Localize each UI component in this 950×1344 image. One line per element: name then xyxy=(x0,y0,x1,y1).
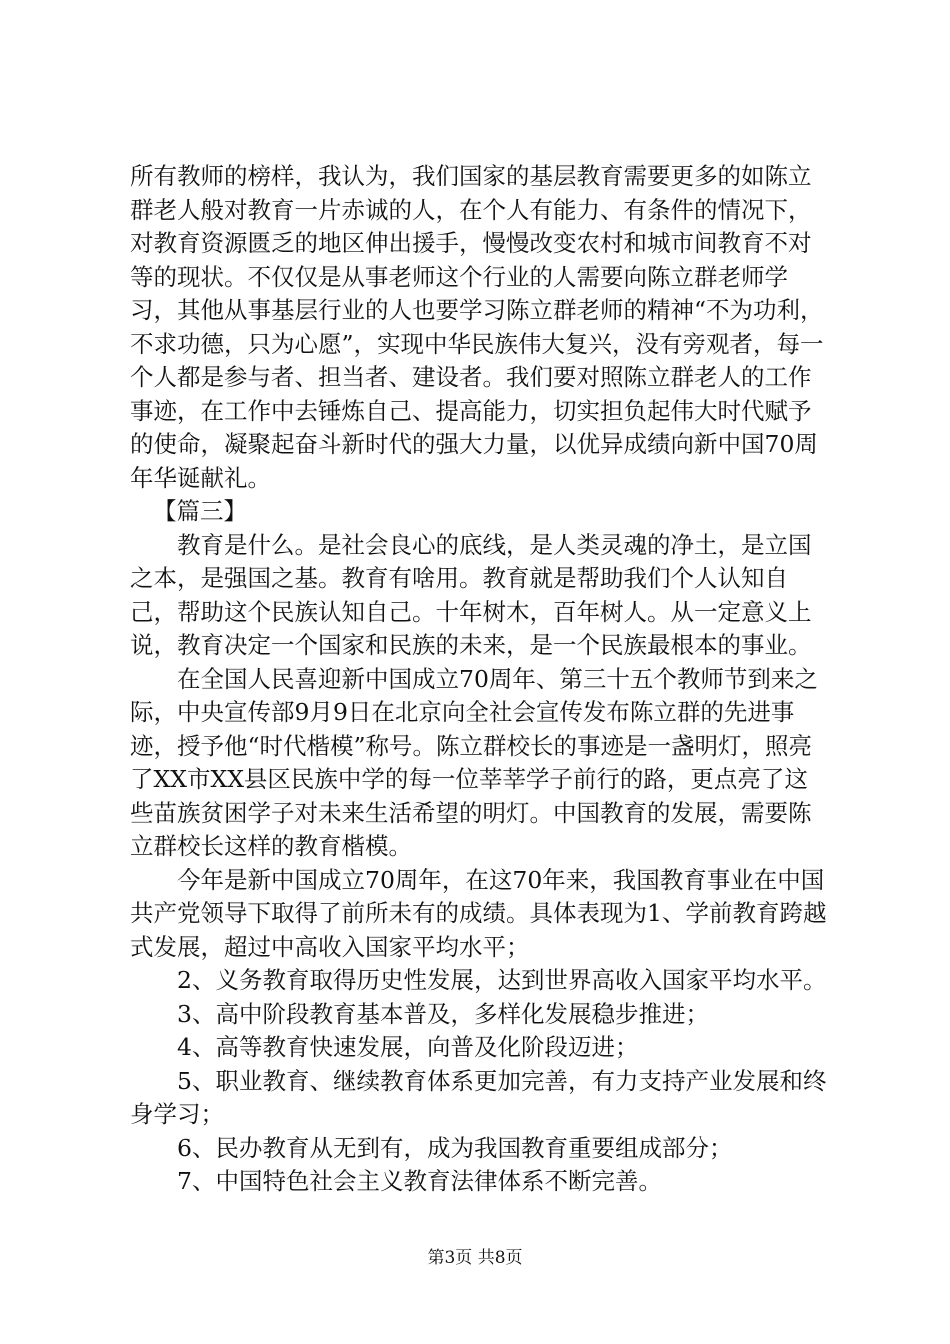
list-item-private-education: 6、民办教育从无到有，成为我国教育重要组成部分； xyxy=(177,1133,733,1162)
list-item-high-school-education: 3、高中阶段教育基本普及，多样化发展稳步推进； xyxy=(177,999,709,1028)
list-item-vocational-education: 5、职业教育、继续教育体系更加完善，有力支持产业发展和终身学习； xyxy=(130,1066,827,1128)
list-item-education-law: 7、中国特色社会主义教育法律体系不断完善。 xyxy=(177,1167,662,1195)
paragraph-70-years-achievements: 今年是新中国成立70周年，在这70年来，我国教育事业在中国共产党领导下取得了前所未有的成绩。具体表现为1、学前教育跨越式发展，超过中高收入国家平均水平； xyxy=(130,865,827,961)
section-heading-part-three: 【篇三】 xyxy=(153,497,247,525)
paragraph-role-model-announcement: 在全国人民喜迎新中国成立70周年、第三十五个教师节到来之际，中央宣传部9月9日在北京向全社会宣传发布陈立群的先进事迹，授予他“时代楷模”称号。陈立群校长的事迹是一盏明灯，照亮了XX市XX县区民族中学的每一位莘莘学子前行的路，更点亮了这些苗族贫困学子对未来生活希望的明灯。中国教育的发展，需要陈立群校长这样的教育楷模。 xyxy=(130,664,818,860)
page-number-footer: 第3页 共8页 xyxy=(427,1248,523,1268)
list-item-higher-education: 4、高等教育快速发展，向普及化阶段迈进； xyxy=(177,1033,639,1061)
paragraph-continuation: 所有教师的榜样，我认为，我们国家的基层教育需要更多的如陈立群老人般对教育一片赤诚的人，在个人有能力、有条件的情况下，对教育资源匮乏的地区伸出援手，慢慢改变农村和城市间教育不对等的现状。不仅仅是从事老师这个行业的人需要向陈立群老师学习，其他从事基层行业的人也要学习陈立群老师的精神“不为功利，不求功德，只为心愿”，实现中华民族伟大复兴，没有旁观者，每一个人都是参与者、担当者、建设者。我们要对照陈立群老人的工作事迹，在工作中去锤炼自己、提高能力，切实担负起伟大时代赋予的使命，凝聚起奋斗新时代的强大力量，以优异成绩向新中国70周年华诞献礼。 xyxy=(130,162,824,492)
list-item-compulsory-education: 2、义务教育取得历史性发展，达到世界高收入国家平均水平。 xyxy=(177,966,827,994)
paragraph-what-is-education: 教育是什么。是社会良心的底线，是人类灵魂的净土，是立国之本，是强国之基。教育有啥用。教育就是帮助我们个人认知自己，帮助这个民族认知自己。十年树木，百年树人。从一定意义上说，教育决定一个国家和民族的未来，是一个民族最根本的事业。 xyxy=(130,530,812,659)
document-body xyxy=(130,160,830,1199)
